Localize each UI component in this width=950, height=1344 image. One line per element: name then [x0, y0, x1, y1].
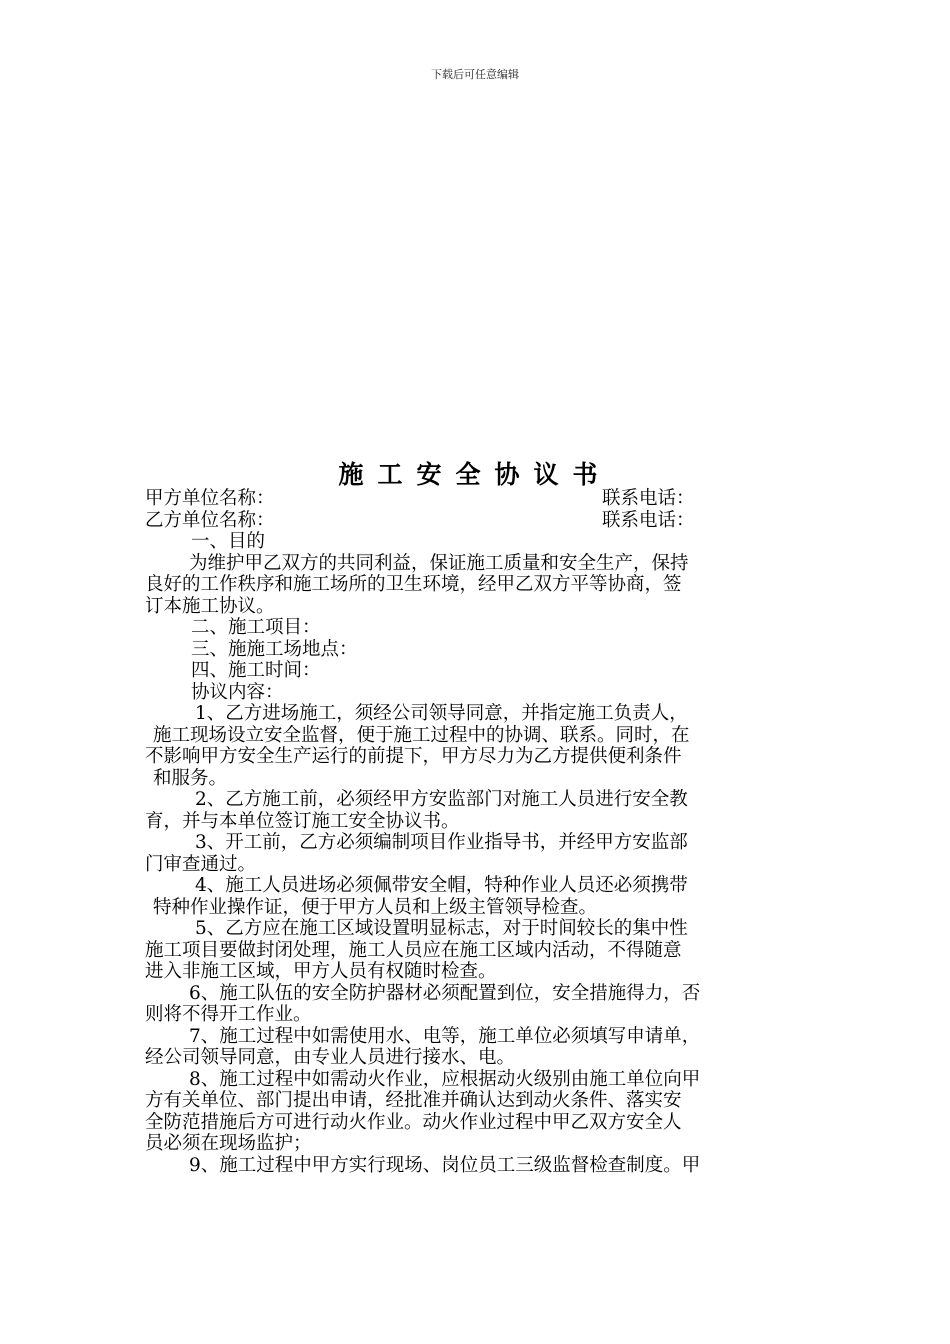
clause-line: 5、乙方应在施工区域设置明显标志，对于时间较长的集中性: [195, 918, 688, 939]
project-heading: 二、施工项目：: [191, 617, 321, 638]
clause-line: 4、施工人员进场必须佩带安全帽，特种作业人员还必须携带: [195, 875, 688, 896]
clause-line: 施工项目要做封闭处理，施工人员应在施工区域内活动，不得随意: [145, 939, 682, 961]
clause-line: 门审查通过。: [145, 853, 257, 875]
document-title: 施工安全协议书: [338, 460, 612, 489]
content-heading: 协议内容：: [191, 681, 284, 703]
party-a-row: [145, 488, 810, 510]
party-b-row: [145, 510, 810, 532]
party-b-phone-label: 联系电话：: [602, 509, 695, 531]
clause-line: 和服务。: [153, 767, 228, 789]
clause-line: 育，并与本单位签订施工安全协议书。: [145, 810, 460, 832]
header-note: 下载后可任意编辑: [431, 68, 519, 81]
clause-line: 特种作业操作证，便于甲方人员和上级主管领导检查。: [153, 896, 598, 918]
purpose-line: 为维护甲乙双方的共同利益，保证施工质量和安全生产，保持: [189, 552, 689, 574]
purpose-line: 订本施工协议。: [145, 595, 275, 617]
time-heading: 四、施工时间：: [191, 660, 321, 681]
clause-line: 3、开工前，乙方必须编制项目作业指导书，并经甲方安监部: [195, 832, 688, 853]
clause-line: 方有关单位、部门提出申请，经批准并确认达到动火条件、落实安: [145, 1090, 682, 1111]
clause-line: 2、乙方施工前，必须经甲方安监部门对施工人员进行安全教: [195, 789, 688, 810]
clause-line: 员必须在现场监护；: [145, 1133, 312, 1154]
clause-line: 全防范措施后方可进行动火作业。动火作业过程中甲乙双方安全人: [145, 1111, 682, 1133]
clause-line: 6、施工队伍的安全防护器材必须配置到位，安全措施得力，否: [189, 982, 701, 1004]
clause-line: 经公司领导同意，由专业人员进行接水、电。: [145, 1047, 516, 1068]
party-a-name-label: 甲方单位名称：: [145, 488, 275, 509]
clause-line: 进入非施工区域，甲方人员有权随时检查。: [145, 961, 497, 982]
clause-line: 不影响甲方安全生产运行的前提下，甲方尽力为乙方提供便利条件: [145, 746, 682, 767]
party-a-phone-label: 联系电话：: [602, 488, 695, 509]
clause-line: 7、施工过程中如需使用水、电等，施工单位必须填写申请单，: [189, 1025, 701, 1047]
purpose-line: 良好的工作秩序和施工场所的卫生环境，经甲乙双方平等协商，签: [145, 574, 682, 595]
clause-line: 1、乙方进场施工，须经公司领导同意，并指定施工负责人，: [195, 703, 688, 724]
location-heading: 三、施施工场地点：: [191, 638, 358, 660]
clause-line: 施工现场设立安全监督，便于施工过程中的协调、联系。同时，在: [153, 724, 690, 746]
purpose-heading: 一、目的: [191, 531, 266, 552]
clause-line: 8、施工过程中如需动火作业，应根据动火级别由施工单位向甲: [189, 1068, 701, 1090]
party-b-name-label: 乙方单位名称：: [145, 509, 275, 531]
document-body: [145, 488, 810, 1176]
clause-line: 则将不得开工作业。: [145, 1004, 312, 1025]
clause-line: 9、施工过程中甲方实行现场、岗位员工三级监督检查制度。甲: [189, 1154, 701, 1176]
